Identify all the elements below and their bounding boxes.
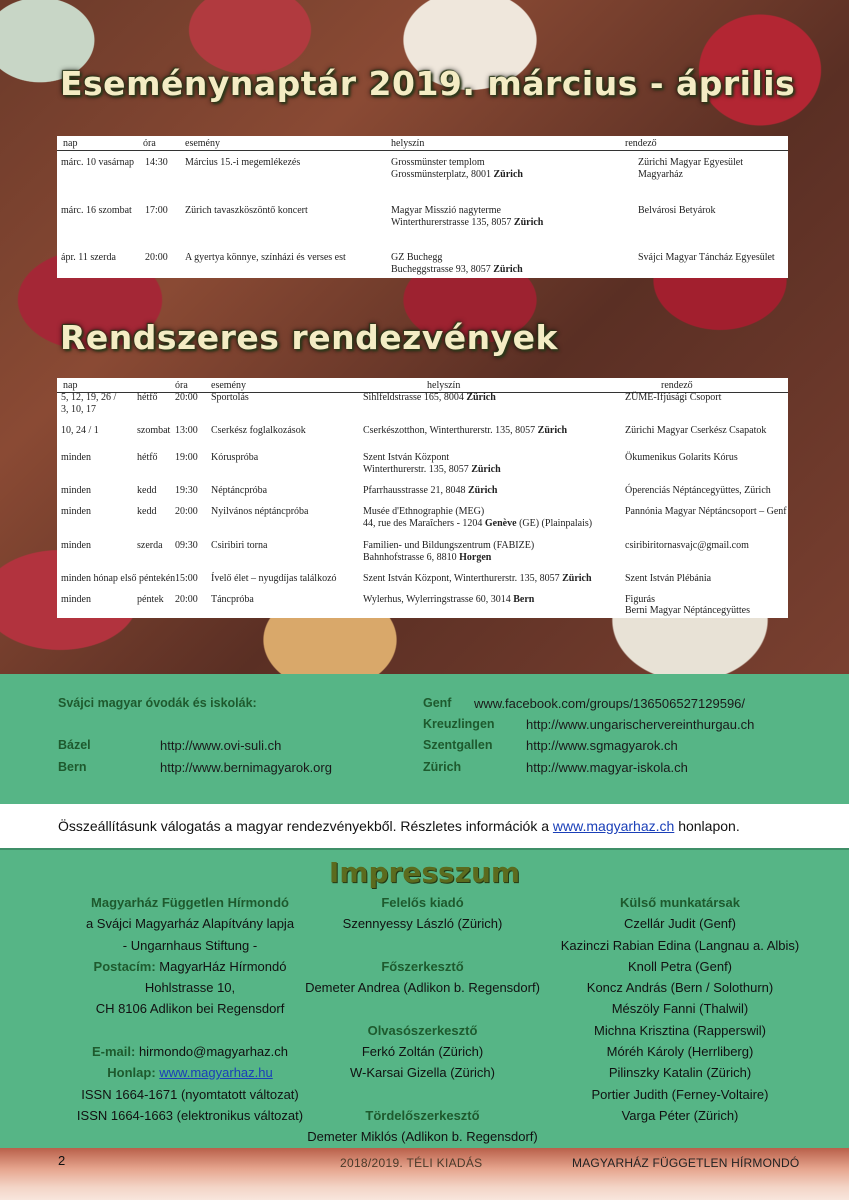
page-number: 2 [58,1153,66,1168]
list-item: Portier Judith (Ferney-Voltaire) [591,1086,769,1102]
calendar-title: Eseménynaptár 2019. március - április [60,64,796,103]
header-day: nap [63,138,78,149]
list-item: Koncz András (Bern / Solothurn) [586,980,774,996]
publisher-column: Magyarház Független Hírmondó a Svájci Magyarház Alapítvány lapja - Ungarnhaus Stiftung - Postacím: MagyarHáz Hírmondó Hohlstrasse 10, CH 8106 Adlikon bei Regensdorf E-mail: hirmondo@magyarhaz.ch Honlap: www.magyarhaz.hu ISSN 1664-1671 (nyomtatott változat) ISSN 1664-1663 (elektronikus változat) [40,892,340,1126]
list-item: Pilinszky Katalin (Zürich) [608,1065,752,1081]
page-footer [0,1148,849,1200]
regular-events-table: nap óra esemény helyszín rendező 5, 12, 19, 26 / 3, 10, 17 hétfő 20:00 Sportolás Sihlfeldstrasse 165, 8004 Zürich ZÜME-Ifjúsági Csoport 10, 24 / 1 szombat 13:00 Cserkész foglalkozások Cserkészotthon, Winterthurerstr. 135, 8057 Zürich Zürichi Magyar Cserkész Csapatok minden hétfő 19:00 Kóruspróba Szent István Központ Winterthurerstr. 135, 8057 Zürich Ökumenikus Golarits Kórus minden kedd 19:30 Néptáncpróba Pfarrhausstrasse 21, 8048 Zürich Óperenciás Néptáncegyüttes, Zürich minden kedd 20:00 Nyilvános néptáncpróba Musée d'Ethnographie (MEG) 44, rue des Maraîchers - 1204 Genève (GE) (Plainpalais) Pannónia Magyar Néptáncsoport – Genf minden szerda 09:30 Csiribiri torna Familien- und Bildungszentrum (FABIZE) Bahnhofstrasse 6, 8810 Horgen csiribiritornasvajc@gmail.com minden hónap első péntekén 15:00 Ívelő élet – nyugdíjas találkozó Szent István Központ, Winterthurerstr. 135, 8057 Zürich Szent István Plébánia minden péntek 20:00 Táncpróba Wylerhus, Wylerringstrasse 60, 3014 Bern Figurás Berni Magyar Néptáncegyüttes [57,378,788,618]
header-event: esemény [185,138,220,149]
school-city: Genf [423,696,452,710]
school-link[interactable]: http://www.sgmagyarok.ch [526,738,678,753]
school-city: Szentgallen [423,738,493,752]
header-day: nap [63,380,78,391]
email-value[interactable]: hirmondo@magyarhaz.ch [138,1044,288,1060]
school-link[interactable]: www.facebook.com/groups/136506527129596/ [474,696,746,711]
header-place: helyszín [391,138,425,149]
list-item: Michna Krisztina (Rapperswil) [594,1022,766,1038]
header-time: óra [143,138,156,149]
schools-section [0,674,849,804]
schools-heading: Svájci magyar óvodák és iskolák: [58,696,257,710]
regular-events-title: Rendszeres rendezvények [60,318,559,357]
impresszum-section [0,848,849,1150]
publication-label: MAGYARHÁZ FÜGGETLEN HÍRMONDÓ [572,1156,800,1170]
magyarhaz-link[interactable]: www.magyarhaz.ch [552,818,675,834]
header-place: helyszín [427,380,461,391]
edition-label: 2018/2019. TÉLI KIADÁS [340,1156,483,1170]
school-city: Bern [58,760,87,774]
list-item: Czellár Judit (Genf) [624,916,736,932]
list-item: Kazinczi Rabian Edina (Langnau a. Albis) [560,937,800,953]
school-city: Zürich [423,760,462,774]
school-link[interactable]: http://www.ovi-suli.ch [160,738,282,753]
table-header [57,136,788,151]
list-item: Varga Péter (Zürich) [621,1107,739,1123]
header-organizer: rendező [661,380,693,391]
school-city: Bázel [58,738,91,752]
school-link[interactable]: http://www.bernimagyarok.org [160,760,332,775]
calendar-table: nap óra esemény helyszín rendező márc. 10 vasárnap 14:30 Március 15.-i megemlékezés Grossmünster templom Grossmünsterplatz, 8001 Zürich Zürichi Magyar Egyesület Magyarház márc. 16 szombat 17:00 Zürich tavaszköszöntő koncert Magyar Misszió nagyterme Winterthurerstrasse 135, 8057 Zürich Belvárosi Betyárok ápr. 11 szerda 20:00 A gyertya könnye, színházi és verses est GZ Buchegg Bucheggstrasse 93, 8057 Zürich Svájci Magyar Táncház Egyesület [57,136,788,278]
school-link[interactable]: http://www.ungarischervereinthurgau.ch [526,717,755,732]
publication-name: Magyarház Független Hírmondó [91,895,289,910]
header-time: óra [175,380,188,391]
school-link[interactable]: http://www.magyar-iskola.ch [526,760,688,775]
impresszum-title: Impresszum [328,856,521,889]
school-city: Kreuzlingen [423,717,495,731]
editors-column: Felelős kiadó Szennyessy László (Zürich) Főszerkesztő Demeter Andrea (Adlikon b. Regensdorf) Olvasószerkesztő Ferkó Zoltán (Zürich) W-Karsai Gizella (Zürich) Tördelőszerkesztő Demeter Miklós (Adlikon b. Regensdorf) [305,895,540,1145]
list-item: Knoll Petra (Genf) [627,958,733,974]
header-organizer: rendező [625,138,657,149]
header-event: esemény [211,380,246,391]
table-header [57,378,788,393]
notice-text: Összeállításunk válogatás a magyar rendezvényekből. Részletes információk a www.magyarhaz.ch honlapon. [58,818,740,834]
list-item: Móréh Károly (Herrliberg) [606,1044,754,1060]
list-item: Mészöly Fanni (Thalwil) [611,1001,749,1017]
website-link[interactable]: www.magyarhaz.hu [159,1065,273,1081]
notice-bar [0,804,849,848]
contributors-column: Külső munkatársak Czellár Judit (Genf) Kazinczi Rabian Edina (Langnau a. Albis) Knoll Petra (Genf) Koncz András (Bern / Solothurn) Mészöly Fanni (Thalwil) Michna Krisztina (Rapperswil) Móréh Károly (Herrliberg) Pilinszky Katalin (Zürich) Portier Judith (Ferney-Voltaire) Varga Péter (Zürich) [525,892,835,1126]
